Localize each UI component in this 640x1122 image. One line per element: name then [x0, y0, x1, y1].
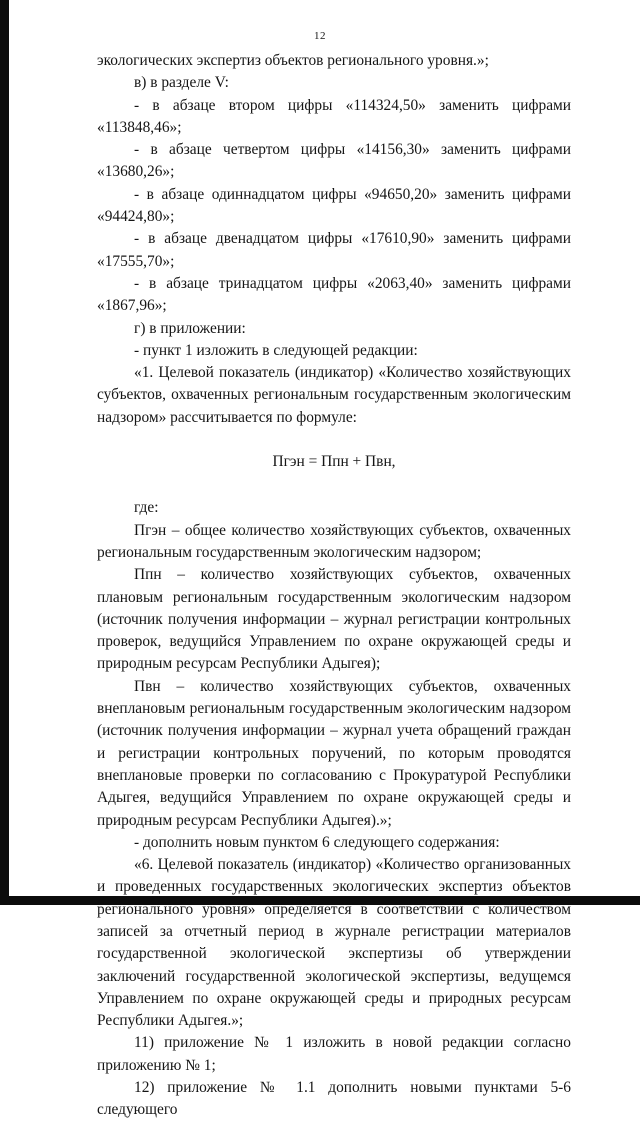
paragraph-point-11: 11) приложение № 1 изложить в новой редакции согласно приложению № 1;	[97, 1034, 571, 1074]
paragraph-pvn: Пвн – количество хозяйствующих субъектов, охваченных внеплановым региональным государственным экологическим надзором (источник получения информации – журнал учета обращений граждан и регистрации контрольных поручений, по которым проводятся внеплановые проверки по согласованию с Прокуратурой Республики Адыгея, ведущийся Управлением по охране окружающей среды и природным ресурсам Республики Адыгея).»;	[97, 677, 571, 829]
paragraph-continuation: экологических экспертиз объектов регионального уровня.»;	[97, 52, 489, 69]
paragraph-point-12: 12) приложение № 1.1 дополнить новыми пунктами 5-6 следующего	[97, 1079, 571, 1119]
paragraph-section-v: в) в разделе V:	[134, 74, 229, 92]
paragraph-item-1: - пункт 1 изложить в следующей редакции:	[134, 341, 418, 359]
formula: Пгэн = Ппн + Пвн,	[272, 453, 396, 471]
document-body	[97, 50, 571, 1122]
paragraph-abzac-2: - в абзаце втором цифры «114324,50» заменить цифрами «113848,46»;	[97, 96, 571, 136]
paragraph-add-item-6: - дополнить новым пунктом 6 следующего содержания:	[134, 833, 500, 851]
paragraph-abzac-12: - в абзаце двенадцатом цифры «17610,90» заменить цифрами «17555,70»;	[97, 230, 571, 270]
paragraph-abzac-4: - в абзаце четвертом цифры «14156,30» заменить цифрами «13680,26»;	[97, 141, 571, 181]
paragraph-abzac-11: - в абзаце одиннадцатом цифры «94650,20» заменить цифрами «94424,80»;	[97, 185, 571, 226]
paragraph-appendix: г) в приложении:	[134, 319, 246, 337]
paragraph-indicator-6: «6. Целевой показатель (индикатор) «Количество организованных и проведенных государственных экологических экспертиз объектов регионального уровня» определяется в соответствии с количеством записей за отчетный период в журнале регистрации материалов государственной экологической экспертизы об утверждении заключений государственной экологической экспертизы, ведущемся Управлением по охране окружающей среды и природных ресурсам Республики Адыгея.»;	[97, 856, 571, 1030]
paragraph-ppn: Ппн – количество хозяйствующих субъектов, охваченных плановым региональным государственным экологическим надзором (источник получения информации – журнал регистрации контрольных проверок, ведущийся Управлением по охране окружающей среды и природным ресурсам Республики Адыгея);	[97, 566, 571, 673]
paragraph-pgen: Пгэн – общее количество хозяйствующих субъектов, охваченных региональным государственным экологическим надзором;	[97, 521, 571, 561]
scan-edge-left	[0, 0, 9, 905]
page-number: 12	[314, 30, 326, 42]
paragraph-where: где:	[134, 499, 159, 517]
paragraph-indicator-1: «1. Целевой показатель (индикатор) «Количество хозяйствующих субъектов, охваченных региональным государственным экологическим надзором» рассчитывается по формуле:	[97, 364, 571, 426]
paragraph-abzac-13: - в абзаце тринадцатом цифры «2063,40» заменить цифрами «1867,96»;	[97, 274, 571, 315]
